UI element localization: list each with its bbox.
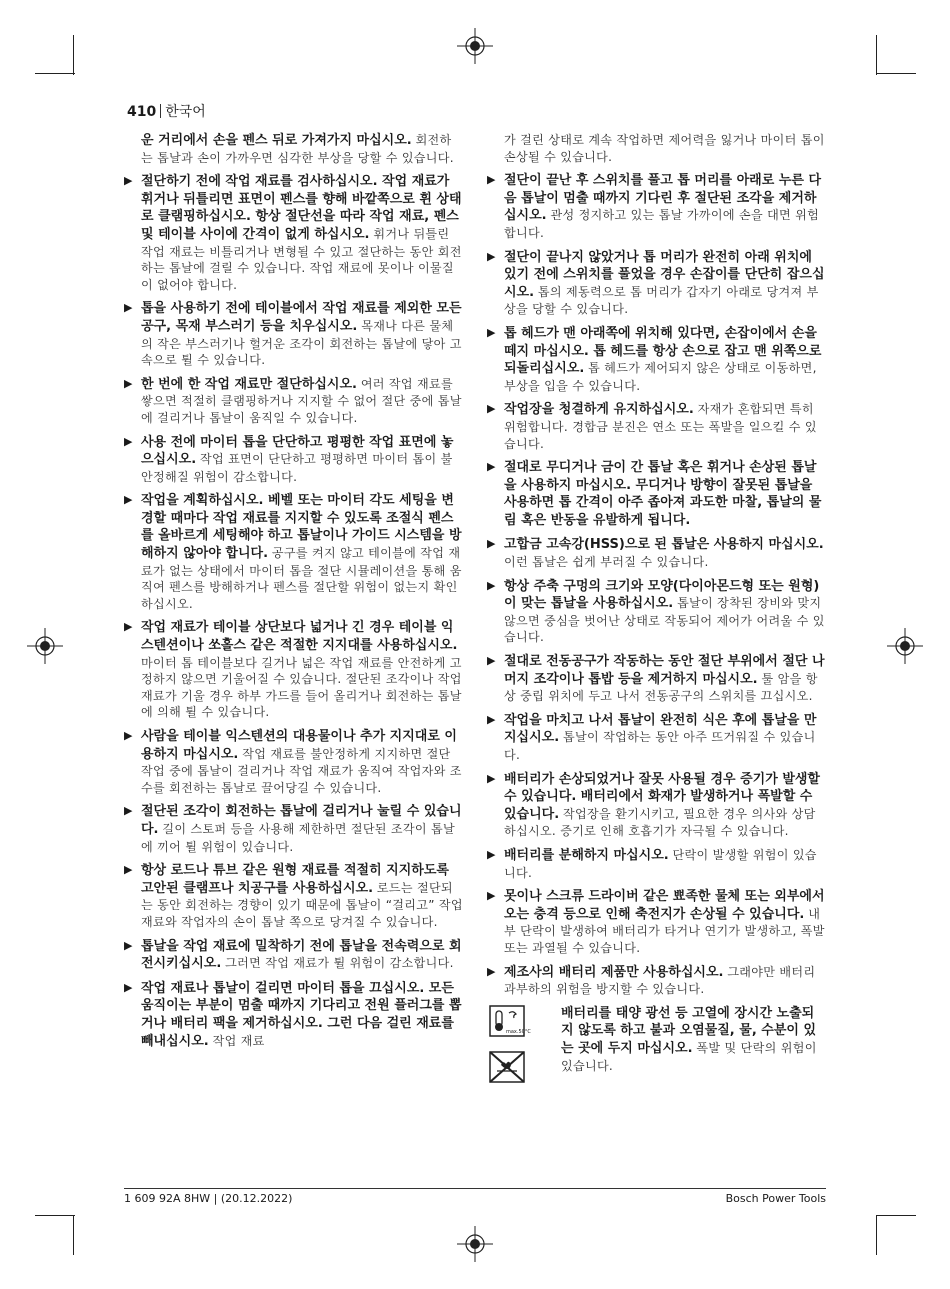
item-text: 톱날이 장착된 장비와 맞지 않으면 중심을 벗어난 상태로 작동되어 제어가 어려울 수 있습니다. xyxy=(504,596,825,645)
list-item xyxy=(124,619,463,721)
item-bold-text: 절단이 끝나지 않았거나 톱 머리가 완전히 아래 위치에 있기 전에 스위치를 풀었을 경우 손잡이를 단단히 잡으십시오. xyxy=(504,249,825,300)
bullet-arrow-icon: ▶ xyxy=(487,654,496,668)
registration-mark-icon xyxy=(887,628,923,664)
list-item xyxy=(124,132,463,166)
list-item xyxy=(487,401,826,452)
bullet-arrow-icon: ▶ xyxy=(124,729,133,742)
item-bold-text: 절단하기 전에 작업 재료를 검사하십시오. 작업 재료가 휘거나 뒤틀리면 표면이 펜스를 향해 바깥쪽으로 휜 상태로 클램핑하십시오. 항상 절단선을 따라 작업 재료, 펜스 및 테이블 사이에 간격이 없게 하십시오. xyxy=(141,174,462,242)
item-bold-text: 고합금 고속강(HSS)으로 된 톱날은 사용하지 마십시오. xyxy=(504,537,824,553)
crop-mark xyxy=(73,1215,74,1255)
item-bold-text: 작업 재료나 톱날이 걸리면 마이터 톱을 끄십시오. 모든 움직이는 부분이 멈출 때까지 기다리고 전원 플러그를 뽑거나 배터리 팩을 제거하십시오. 그런 다음 걸린 재료를 빼내십시오. xyxy=(141,980,462,1049)
footer-rule xyxy=(124,1188,826,1189)
page-language: 한국어 xyxy=(165,104,206,120)
warning-text xyxy=(561,1005,826,1093)
battery-warning xyxy=(487,1005,826,1093)
item-bold-text: 항상 로드나 튜브 같은 원형 재료를 적절히 지지하도록 고안된 클램프나 치공구를 사용하십시오. xyxy=(141,863,449,896)
item-bold-text: 제조사의 배터리 제품만 사용하십시오. xyxy=(504,964,724,980)
bullet-arrow-icon: ▶ xyxy=(487,847,496,861)
bullet-arrow-icon: ▶ xyxy=(124,493,133,507)
item-text: 로드는 절단되는 동안 회전하는 경향이 있기 때문에 톱날이 “걸리고” 작업 재료와 작업자의 손이 톱날 쪽으로 당겨질 수 있습니다. xyxy=(141,880,463,929)
bullet-arrow-icon: ▶ xyxy=(487,578,496,592)
item-text: 자재가 혼합되면 특히 위험합니다. 경합금 분진은 연소 또는 폭발을 일으킬 수 있습니다. xyxy=(504,402,817,451)
list-item xyxy=(487,847,826,881)
list-item xyxy=(124,173,463,293)
crop-mark xyxy=(876,73,916,74)
list-item xyxy=(124,434,463,486)
list-item xyxy=(487,172,826,241)
crop-mark xyxy=(876,1215,916,1216)
document-id: 1 609 92A 8HW | (20.12.2022) xyxy=(124,1192,293,1205)
list-item xyxy=(124,376,463,427)
warning-bold-text: 배터리를 태양 광선 등 고열에 장시간 노출되지 않도록 하고 불과 오염물질, 물, 수분이 있는 곳에 두지 마십시오. xyxy=(561,1005,817,1056)
item-text: 그래야만 배터리 과부하의 위험을 방지할 수 있습니다. xyxy=(504,964,816,997)
list-item xyxy=(487,249,826,318)
item-text: 작업 재료 xyxy=(212,1033,265,1048)
item-text: 작업 재료를 불안정하게 지지하면 절단 작업 중에 톱날이 걸리거나 작업 재료가 움직여 작업자와 조수를 회전하는 톱날로 끌어당길 수 있습니다. xyxy=(141,746,462,795)
item-text: 단락이 발생할 위험이 있습니다. xyxy=(504,847,817,880)
item-text: 길이 스토퍼 등을 사용해 제한하면 절단된 조각이 톱날에 끼어 튈 위험이 있습니다. xyxy=(141,821,455,854)
registration-mark-icon xyxy=(457,1226,493,1262)
item-bold-text: 톱날을 작업 재료에 밀착하기 전에 톱날을 전속력으로 회전시키십시오. xyxy=(141,938,462,972)
list-item xyxy=(124,862,463,930)
item-bold-text: 운 거리에서 손을 펜스 뒤로 가져가지 마십시오. xyxy=(141,133,412,148)
bullet-arrow-icon: ▶ xyxy=(124,804,133,818)
list-item xyxy=(487,459,826,529)
item-text: 공구를 켜지 않고 테이블에 작업 재료가 없는 상태에서 마이터 톱을 절단 시뮬레이션을 통해 움직여 펜스를 방해하거나 펜스를 절단할 위험이 없는지 확인하십시오. xyxy=(141,546,462,611)
item-bold-text: 절단이 끝난 후 스위치를 풀고 톱 머리를 아래로 누른 다음 톱날이 멈출 때까지 기다린 후 절단된 조각을 제거하십시오. xyxy=(504,173,822,224)
item-bold-text: 한 번에 한 작업 재료만 절단하십시오. xyxy=(141,376,357,392)
bullet-arrow-icon: ▶ xyxy=(487,712,496,726)
item-bold-text: 배터리가 손상되었거나 잘못 사용될 경우 증기가 발생할 수 있습니다. 배터리에서 화재가 발생하거나 폭발할 수 있습니다. xyxy=(504,771,820,822)
item-text: 작업 표면이 단단하고 평평하면 마이터 톱이 불안정해질 위험이 감소합니다. xyxy=(141,452,453,484)
list-item xyxy=(487,325,826,394)
list-item xyxy=(124,492,463,612)
bullet-arrow-icon: ▶ xyxy=(487,771,496,785)
item-text: 회전하는 톱날과 손이 가까우면 심각한 부상을 당할 수 있습니다. xyxy=(141,133,454,165)
item-bold-text: 절대로 전동공구가 작동하는 동안 절단 부위에서 절단 나머지 조각이나 톱밥 등을 제거하지 마십시오. xyxy=(504,654,825,687)
item-text: 톱 헤드가 제어되지 않은 상태로 이동하면, 부상을 입을 수 있습니다. xyxy=(504,361,817,393)
item-bold-text: 절대로 무디거나 금이 간 톱날 혹은 휘거나 손상된 톱날을 사용하지 마십시오. 무디거나 방향이 잘못된 톱날을 사용하면 톱 간격이 아주 좁아져 과도한 마찰, 톱날의 물림 혹은 반동을 유발하게 됩니다. xyxy=(504,460,822,528)
item-bold-text: 배터리를 분해하지 마십시오. xyxy=(504,847,669,863)
item-text: 톱의 제동력으로 톱 머리가 갑자기 아래로 당겨져 부상을 당할 수 있습니다. xyxy=(504,284,819,317)
bullet-arrow-icon: ▶ xyxy=(487,325,496,339)
list-item xyxy=(124,803,463,855)
warning-normal-text: 폭발 및 단락의 위험이 있습니다. xyxy=(561,1040,817,1073)
item-bold-text: 절단된 조각이 회전하는 톱날에 걸리거나 눌릴 수 있습니다. xyxy=(141,804,462,837)
bullet-arrow-icon: ▶ xyxy=(487,889,496,903)
header-separator xyxy=(160,104,161,118)
bullet-arrow-icon: ▶ xyxy=(124,376,133,390)
item-text: 목재나 다른 물체의 작은 부스러기나 헐거운 조각이 회전하는 톱날에 닿아 고속으로 튈 수 있습니다. xyxy=(141,318,462,368)
brand-footer: Bosch Power Tools xyxy=(725,1192,826,1205)
item-bold-text: 못이나 스크류 드라이버 같은 뾰족한 물체 또는 외부에서 오는 충격 등으로 인해 축전지가 손상될 수 있습니다. xyxy=(504,889,825,922)
item-bold-text: 사용 전에 마이터 톱을 단단하고 평평한 작업 표면에 놓으십시오. xyxy=(141,434,454,468)
item-text: 휘거나 뒤틀린 작업 재료는 비틀리거나 변형될 수 있고 절단하는 동안 회전하는 톱날에 걸릴 수 있습니다. 작업 재료에 못이나 이물질이 없어야 합니다. xyxy=(141,226,462,292)
bullet-arrow-icon: ▶ xyxy=(487,537,496,551)
item-bold-text: 작업장을 청결하게 유지하십시오. xyxy=(504,402,694,418)
item-text: 그러면 작업 재료가 튈 위험이 감소합니다. xyxy=(225,956,454,971)
bullet-arrow-icon: ▶ xyxy=(124,938,133,952)
item-text: 여러 작업 재료를 쌓으면 적절히 클램핑하거나 지지할 수 없어 절단 중에 톱날에 걸리거나 톱날이 움직일 수 있습니다. xyxy=(141,376,462,425)
item-bold-text: 톱 헤드가 맨 아래쪽에 위치해 있다면, 손잡이에서 손을 떼지 마십시오. 톱 헤드를 항상 손으로 잡고 맨 위쪽으로 되돌리십시오. xyxy=(504,325,822,377)
item-text: 가 걸린 상태로 계속 작업하면 제어력을 잃거나 마이터 톱이 손상될 수 있습니다. xyxy=(504,133,825,164)
crop-mark xyxy=(876,35,877,75)
item-bold-text: 작업을 마치고 나서 톱날이 완전히 식은 후에 톱날을 만지십시오. xyxy=(504,712,817,746)
page-number: 410 xyxy=(127,104,157,120)
max-50c-temperature-icon xyxy=(489,1005,531,1037)
bullet-arrow-icon: ▶ xyxy=(124,863,133,877)
list-item xyxy=(487,771,826,840)
crop-mark xyxy=(876,1215,877,1255)
list-item xyxy=(124,938,463,973)
bullet-arrow-icon: ▶ xyxy=(487,964,496,978)
list-item xyxy=(487,712,826,764)
list-item xyxy=(487,536,826,570)
item-text: 이런 톱날은 쉽게 부러질 수 있습니다. xyxy=(504,555,709,570)
list-item xyxy=(487,888,826,956)
bullet-arrow-icon: ▶ xyxy=(487,173,496,187)
crop-mark xyxy=(35,73,75,74)
crop-mark xyxy=(35,1215,75,1216)
item-bold-text: 작업 재료가 테이블 상단보다 넓거나 긴 경우 테이블 익스텐션이나 쏘홀스 같은 적절한 지지대를 사용하십시오. xyxy=(141,620,458,654)
item-bold-text: 항상 주축 구멍의 크기와 모양(다이아몬드형 또는 원형)이 맞는 톱날을 사용하십시오. xyxy=(504,578,820,612)
item-text: 관성 정지하고 있는 톱날 가까이에 손을 대면 위험합니다. xyxy=(504,208,820,240)
warning-icons xyxy=(489,1005,547,1093)
bullet-arrow-icon: ▶ xyxy=(487,402,496,416)
list-item xyxy=(487,653,826,705)
item-bold-text: 사람을 테이블 익스텐션의 대용물이나 추가 지지대로 이용하지 마십시오. xyxy=(141,729,457,762)
item-text: 톱날이 작업하는 동안 아주 뜨거워질 수 있습니다. xyxy=(504,730,816,762)
item-text: 툴 암을 항상 중립 위치에 두고 나서 전동공구의 스위치를 끄십시오. xyxy=(504,671,818,704)
bullet-arrow-icon: ▶ xyxy=(124,434,133,448)
no-water-fire-icon xyxy=(489,1051,525,1083)
bullet-arrow-icon: ▶ xyxy=(487,460,496,474)
list-item xyxy=(487,578,826,646)
list-item xyxy=(124,300,463,368)
list-item xyxy=(487,132,826,165)
crop-mark xyxy=(73,35,74,75)
bullet-arrow-icon: ▶ xyxy=(124,174,133,188)
bullet-arrow-icon: ▶ xyxy=(124,301,133,315)
item-text: 내부 단락이 발생하여 배터리가 타거나 연기가 발생하고, 폭발 또는 과열될 수 있습니다. xyxy=(504,906,825,955)
left-column xyxy=(124,132,463,1057)
registration-mark-icon xyxy=(457,28,493,64)
registration-mark-icon xyxy=(27,628,63,664)
bullet-arrow-icon: ▶ xyxy=(487,249,496,263)
list-item xyxy=(124,728,463,796)
bullet-arrow-icon: ▶ xyxy=(124,620,133,634)
item-text: 작업장을 환기시키고, 필요한 경우 의사와 상담하십시오. 증기로 인해 호흡기가 자극될 수 있습니다. xyxy=(504,806,816,839)
bullet-arrow-icon: ▶ xyxy=(124,980,133,994)
item-bold-text: 작업을 계획하십시오. 베벨 또는 마이터 각도 세팅을 변경할 때마다 작업 재료를 지지할 수 있도록 조절식 펜스를 올바르게 세팅해야 하고 톱날이나 가이드 시스템을 방해하지 않아야 합니다. xyxy=(141,493,462,562)
icon-label: max.50°C xyxy=(506,1028,531,1035)
list-item xyxy=(487,964,826,998)
right-column xyxy=(487,132,826,1093)
list-item xyxy=(124,980,463,1050)
item-bold-text: 톱을 사용하기 전에 테이블에서 작업 재료를 제외한 모든 공구, 목재 부스러기 등을 치우십시오. xyxy=(141,301,462,334)
item-text: 마이터 톱 테이블보다 길거나 넓은 작업 재료를 안전하게 고정하지 않으면 기울어질 수 있습니다. 절단된 조각이나 작업 재료가 기울 경우 하부 가드를 들어 올리거나 회전하는 톱날에 의해 튈 수 있습니다. xyxy=(141,655,462,720)
page-header xyxy=(127,101,206,121)
